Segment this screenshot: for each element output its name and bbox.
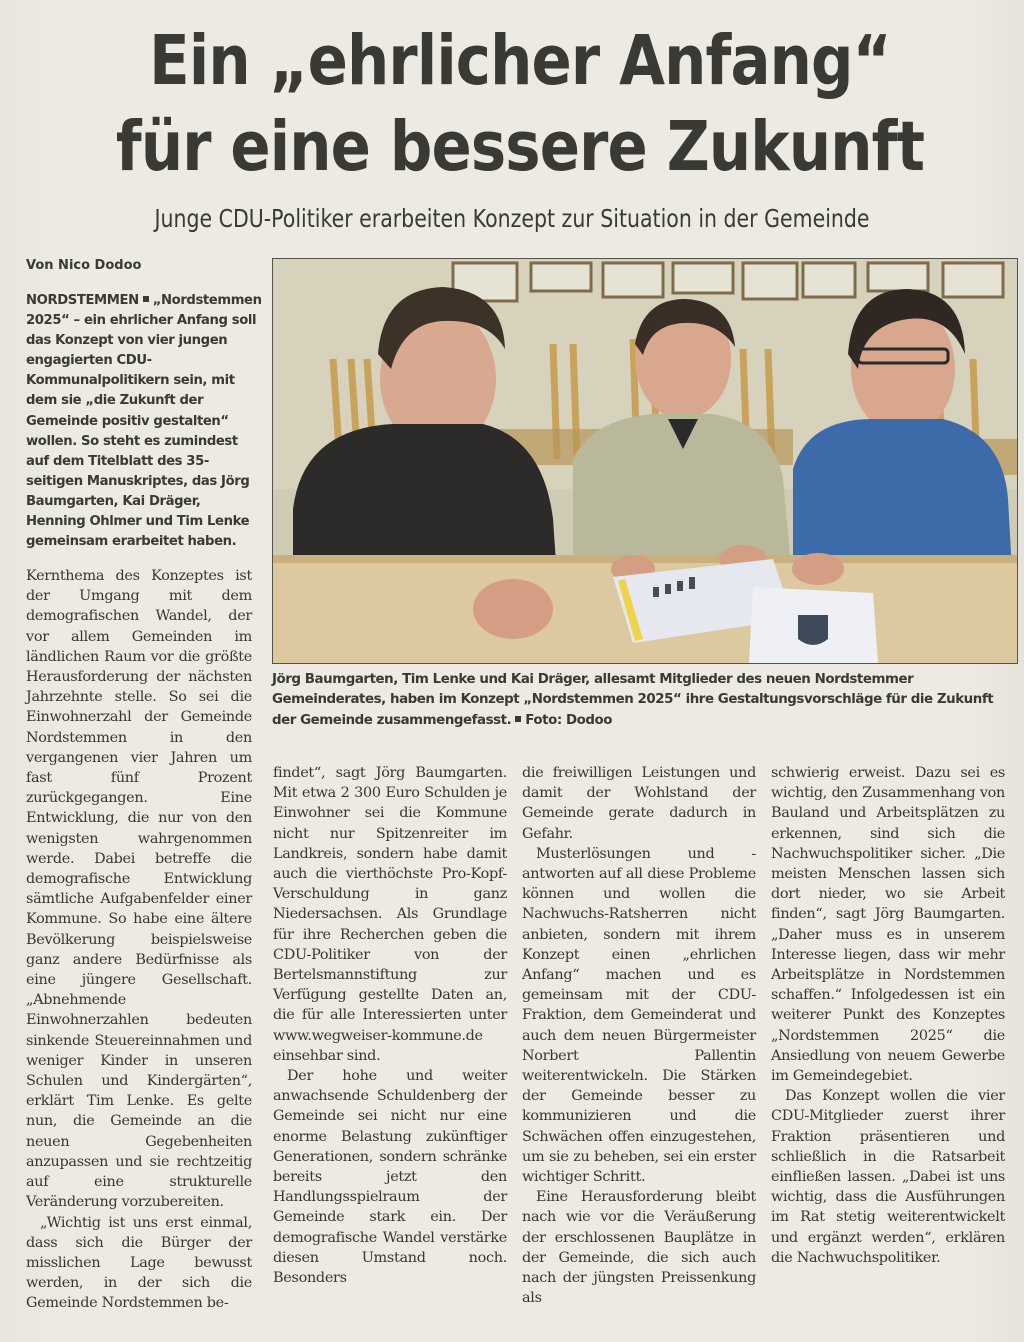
square-bullet-icon [143,296,149,302]
headline-line-2: für eine bessere Zukunft [115,107,925,187]
body-column-1 [26,566,252,1314]
photo-credit: Foto: Dodoo [525,712,613,728]
paragraph: Das Konzept wollen die vier CDU-Mitglieder zuerst ihrer Fraktion präsentieren und schließlich in die Ratsarbeit einfließen lassen. „Dabei ist uns wichtig, dass die Ausführungen im Rat stetig weiterentwickelt und ergänzt werden“, erklären die Nachwuchspolitiker. [771,1088,1005,1266]
paragraph: „Wichtig ist uns erst einmal, dass sich die Bürger der misslichen Lage bewusst werden, in der sich die Gemeinde Nordstemmen be- [26,1214,252,1312]
paragraph: Kernthema des Konzeptes ist der Umgang mit dem demografischen Wandel, der vor allem Gemeinden im ländlichen Raum vor die größte Herausforderung der nächsten Jahrzehnte stelle. So sei die Einwohnerzahl der Gemeinde Nordstemmen in den vergangenen vier Jahren um fast fünf Prozent zurückgegangen. Eine Entwicklung, die nur von den wenigsten wahrgenommen werde. Dabei betreffe die demografische Entwicklung sämtliche Aufgabenfelder einer Kommune. So habe eine ältere Bevölkerung beispielsweise ganz andere Bedürfnisse als eine jüngere Gesellschaft. „Abnehmende Einwohnerzahlen bedeuten sinkende Steuereinnahmen und weniger Kinder in unseren Schulen und Kindergärten“, erklärt Tim Lenke. Es gelte nun, die Gemeinde an die neuen Gegebenheiten anzupassen und sie rechtzeitig auf eine strukturelle Veränderung vorzubereiten. [26,568,252,1211]
photo-illustration [273,259,1017,663]
article-photo [272,258,1018,664]
body-column-4 [771,763,1005,1268]
paragraph: Eine Herausforderung bleibt nach wie vor die Veräußerung der erschlossenen Bauplätze in der Gemeinde, die sich auch nach der jüngsten Preissenkung als [522,1189,756,1307]
paragraph: die freiwilligen Leistungen und damit der Wohlstand der Gemeinde gerate dadurch in Gefahr. [522,765,756,842]
lead-paragraph [26,291,262,552]
paragraph: schwierig erweist. Dazu sei es wichtig, den Zusammenhang von Bauland und Arbeitsplätzen zu erkennen, sind sich die Nachwuchspolitiker sicher. „Die meisten Menschen lassen sich dort nieder, wo sie Arbeit finden“, sagt Jörg Baumgarten. „Daher muss es in unserem Interesse liegen, dass wir mehr Arbeitsplätze in Nordstemmen schaffen.“ Infolgedessen ist ein weiterer Punkt des Konzeptes „Nordstemmen 2025“ die Ansiedlung von neuem Gewerbe im Gemeindegebiet. [771,765,1005,1085]
subheadline: Junge CDU-Politiker erarbeiten Konzept zur Situation in der Gemeinde [154,204,870,233]
body-column-3 [522,763,756,1308]
photo-caption [272,670,1017,731]
lead-text: „Nordstemmen 2025“ – ein ehrlicher Anfang soll das Konzept von vier jungen engagierten CDU-Kommunalpolitikern sein, mit dem sie „die Zukunft der Gemeinde positiv gestalten“ wollen. So steht es zumindest auf dem Titelblatt des 35-seitigen Manuskriptes, das Jörg Baumgarten, Kai Dräger, Henning Ohlmer und Tim Lenke gemeinsam erarbeitet haben. [26,293,262,550]
body-column-2 [273,763,507,1288]
caption-text: Jörg Baumgarten, Tim Lenke und Kai Dräger, allesamt Mitglieder des neuen Nordstemmer Gemeinderates, haben im Konzept „Nordstemmen 2025“ ihre Gestaltungsvorschläge für die Zukunft der Gemeinde zusammengefasst. [272,672,994,728]
headline [107,18,933,190]
headline-line-1: Ein „ehrlicher Anfang“ [149,21,891,101]
paragraph: Der hohe und weiter anwachsende Schuldenberg der Gemeinde sei nicht nur eine enorme Belastung zukünftiger Generationen, sondern schränke bereits jetzt den Handlungsspielraum der Gemeinde stark ein. Der demografische Wandel verstärke diesen Umstand noch. Besonders [273,1068,507,1287]
paragraph: Musterlösungen und -antworten auf all diese Probleme können und wollen die Nachwuchs-Ratsherren nicht anbieten, sondern mit ihrem Konzept einen „ehrlichen Anfang“ machen und es gemeinsam mit der CDU-Fraktion, dem Gemeinderat und auch dem neuen Bürgermeister Norbert Pallentin weiterentwickeln. Die Stärken der Gemeinde besser zu kommunizieren und die Schwächen offen einzugestehen, um sie zu beheben, sei ein erster wichtiger Schritt. [522,845,756,1186]
paragraph: findet“, sagt Jörg Baumgarten. Mit etwa 2 300 Euro Schulden je Einwohner sei die Kommune nicht nur Spitzenreiter im Landkreis, sondern habe damit auch die vierthöchste Pro-Kopf-Verschuldung in ganz Niedersachsen. Als Grundlage für ihre Recherchen geben die CDU-Politiker von der Bertelsmannstiftung zur Verfügung gestellte Daten an, die für alle Interessierten unter www.wegweiser-kommune.de einsehbar sind. [273,765,507,1064]
byline: Von Nico Dodoo [26,258,142,273]
dateline: NORDSTEMMEN [26,293,139,308]
square-bullet-icon [515,716,521,722]
